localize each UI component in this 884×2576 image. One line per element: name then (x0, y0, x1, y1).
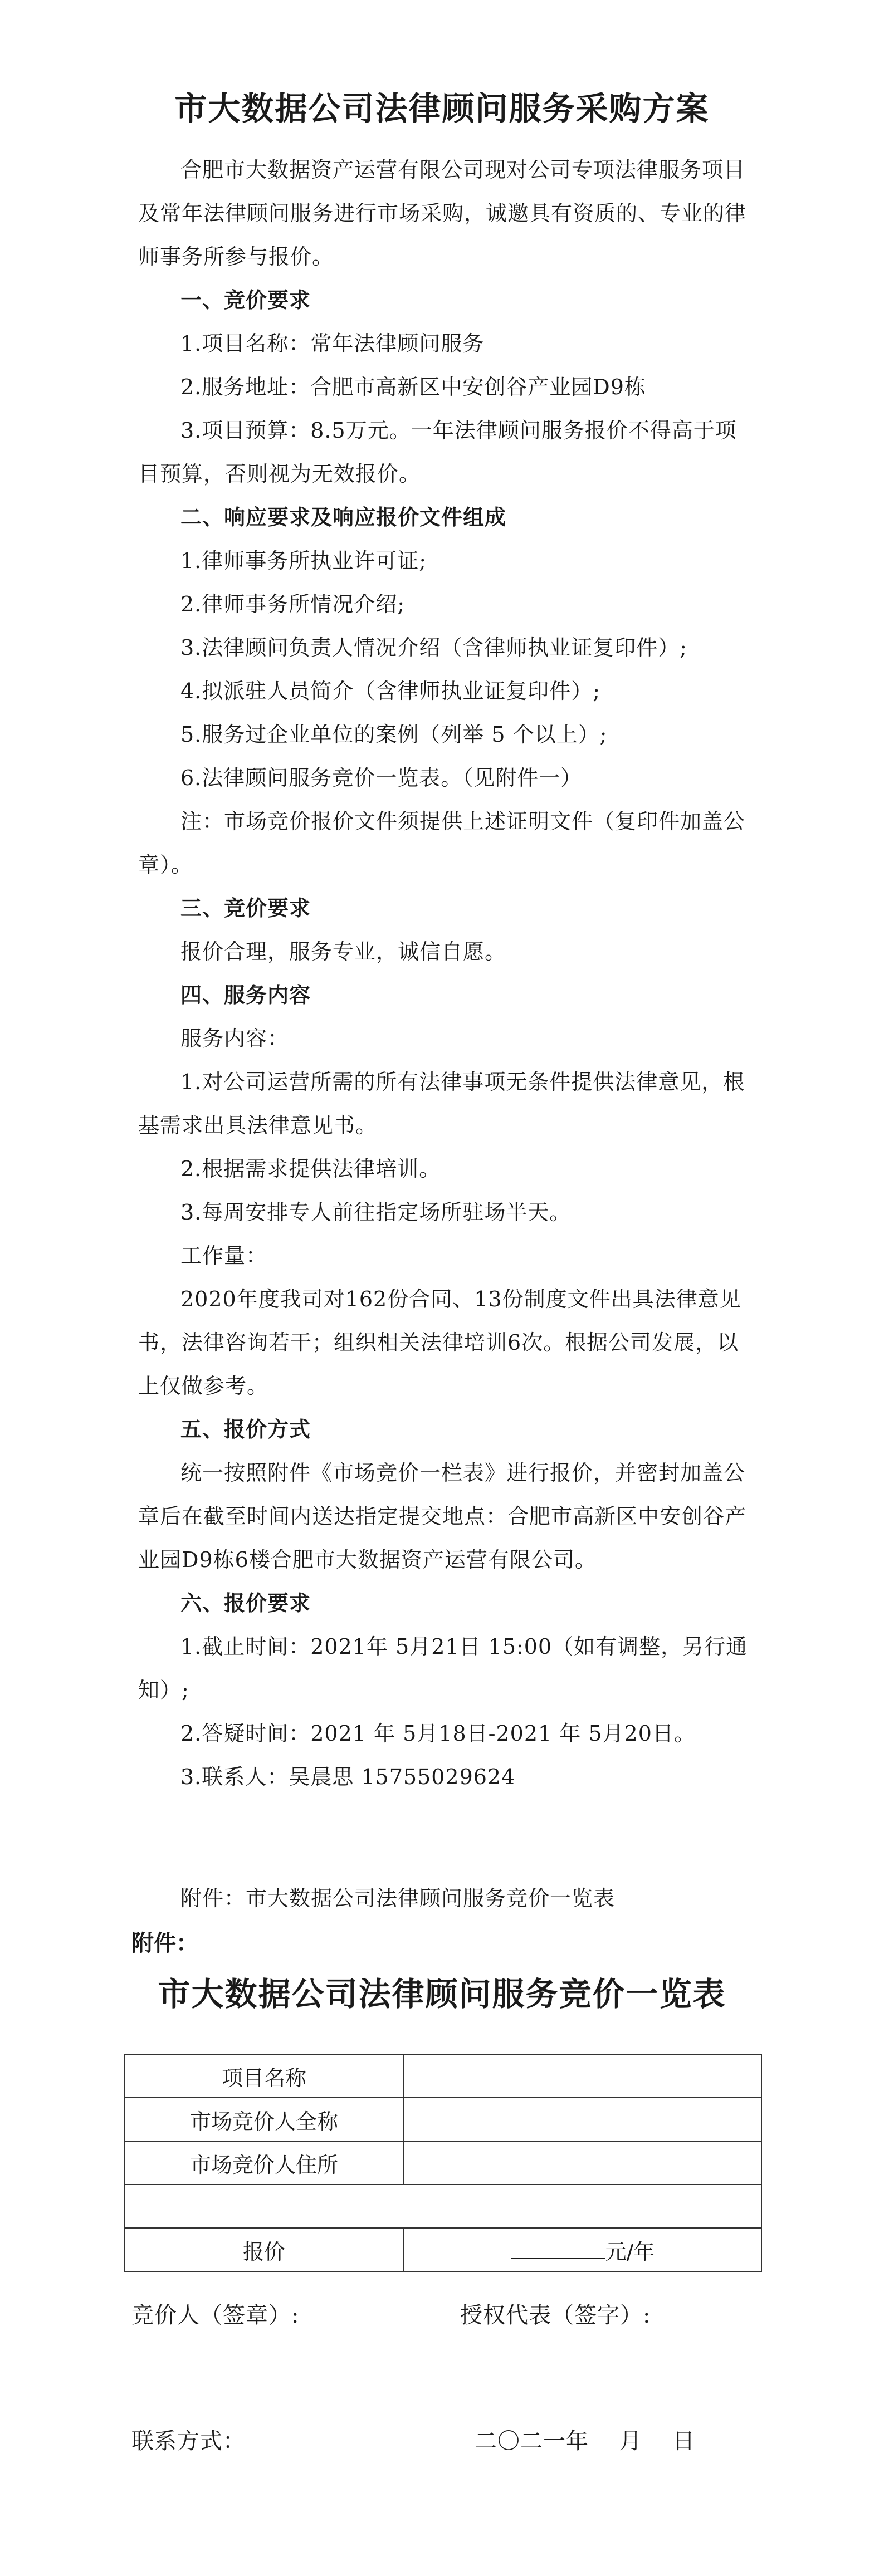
section-heading: 六、报价要求 (180, 1591, 311, 1615)
price-blank-line (511, 2239, 605, 2259)
body-paragraph: 合肥市大数据资产运营有限公司现对公司专项法律服务项目及常年法律顾问服务进行市场采购，诚邀具有资质的、专业的律师事务所参与报价。 (138, 158, 747, 269)
body-paragraph: 2.答疑时间：2021 年 5月18日-2021 年 5月20日。 (180, 1721, 696, 1746)
body-paragraph: 2.服务地址：合肥市高新区中安创谷产业园D9栋 (180, 375, 646, 399)
body-paragraph: 服务内容： (180, 1026, 290, 1051)
body-paragraph: 2020年度我司对162份合同、13份制度文件出具法律意见书，法律咨询若干；组织相关法律培训6次。根据公司发展，以上仅做参考。 (138, 1287, 741, 1398)
price-unit: 元/年 (605, 2239, 655, 2264)
bidder-signature-label: 竞价人（签章）: (131, 2303, 300, 2328)
attachment-label: 附件： (131, 1931, 198, 1956)
section-heading: 五、报价方式 (180, 1417, 311, 1442)
body-paragraph: 1.对公司运营所需的所有法律事项无条件提供法律意见，根基需求出具法律意见书。 (138, 1070, 745, 1138)
table-cell-label: 项目名称 (124, 2054, 404, 2098)
table-cell-value (404, 2098, 761, 2141)
table-cell-blank (124, 2185, 761, 2228)
body-paragraph: 工作量： (180, 1243, 268, 1268)
body-paragraph: 3.联系人：吴晨思 15755029624 (180, 1765, 516, 1789)
quote-table (124, 2054, 762, 2272)
body-paragraph: 2.律师事务所情况介绍; (180, 592, 406, 616)
price-label: 报价 (124, 2228, 404, 2271)
body-paragraph: 5.服务过企业单位的案例（列举 5 个以上）; (180, 722, 608, 747)
table-cell-label: 市场竞价人住所 (124, 2141, 404, 2185)
body-paragraph: 1.截止时间：2021年 5月21日 15:00（如有调整，另行通知）; (138, 1634, 748, 1702)
price-value (404, 2228, 761, 2271)
body-paragraph: 3.每周安排专人前往指定场所驻场半天。 (180, 1200, 572, 1225)
body-paragraph: 2.根据需求提供法律培训。 (180, 1157, 441, 1181)
table-row (124, 2141, 761, 2185)
section-heading: 一、竞价要求 (180, 288, 311, 312)
body-paragraph: 4.拟派驻人员简介（含律师执业证复印件）; (180, 679, 601, 703)
table-row-price (124, 2228, 761, 2271)
table-cell-label: 市场竞价人全称 (124, 2098, 404, 2141)
table-row-blank (124, 2185, 761, 2228)
body-paragraph: 1.律师事务所执业许可证; (180, 548, 427, 573)
body-paragraph: 3.法律顾问负责人情况介绍（含律师执业证复印件）; (180, 635, 688, 660)
date-label: 二〇二一年 月 日 (475, 2428, 696, 2454)
body-paragraph: 统一按照附件《市场竞价一栏表》进行报价，并密封加盖公章后在截至时间内送达指定提交地点：合肥市高新区中安创谷产业园D9栋6楼合肥市大数据资产运营有限公司。 (138, 1461, 747, 1572)
document-body (138, 148, 751, 1799)
contact-label: 联系方式： (131, 2428, 246, 2454)
section-heading: 三、竞价要求 (180, 896, 311, 920)
table-cell-value (404, 2054, 761, 2098)
document-title: 市大数据公司法律顾问服务采购方案 (174, 90, 710, 128)
section-heading: 四、服务内容 (180, 983, 311, 1007)
attachment-note: 附件：市大数据公司法律顾问服务竞价一览表 (180, 1886, 616, 1911)
attachment-title: 市大数据公司法律顾问服务竞价一览表 (158, 1975, 726, 2013)
representative-signature-label: 授权代表（签字）: (460, 2303, 651, 2328)
table-cell-value (404, 2141, 761, 2185)
body-paragraph: 1.项目名称：常年法律顾问服务 (180, 331, 485, 356)
section-heading: 二、响应要求及响应报价文件组成 (180, 505, 507, 530)
body-paragraph: 注：市场竞价报价文件须提供上述证明文件（复印件加盖公章）。 (138, 809, 746, 877)
body-paragraph: 3.项目预算：8.5万元。一年法律顾问服务报价不得高于项目预算，否则视为无效报价。 (138, 418, 737, 486)
table-row (124, 2054, 761, 2098)
table-row (124, 2098, 761, 2141)
body-paragraph: 报价合理，服务专业，诚信自愿。 (180, 939, 507, 964)
body-paragraph: 6.法律顾问服务竞价一览表。（见附件一） (180, 766, 583, 790)
